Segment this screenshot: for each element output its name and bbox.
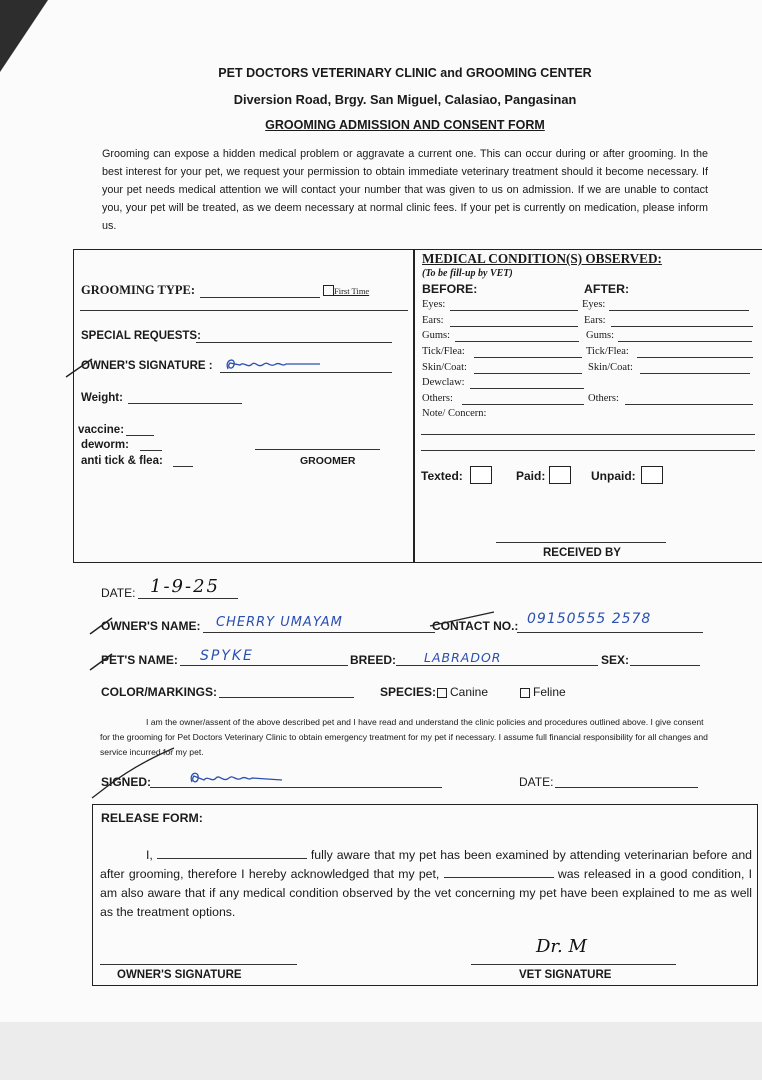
groomer-signature-line[interactable]	[255, 449, 380, 450]
before-gums-field[interactable]	[455, 341, 579, 342]
sex-field[interactable]	[630, 665, 700, 666]
feline-label: Feline	[533, 685, 566, 699]
before-skin-label: Skin/Coat:	[422, 362, 467, 373]
canine-label: Canine	[450, 685, 489, 699]
after-gums-label: Gums:	[586, 330, 615, 341]
paid-label: Paid:	[516, 469, 546, 483]
texted-label: Texted:	[421, 469, 463, 483]
after-skin-label: Skin/Coat:	[588, 362, 633, 373]
after-ears-field[interactable]	[611, 326, 753, 327]
deworm-field[interactable]	[140, 450, 162, 451]
weight-field[interactable]	[128, 403, 242, 404]
grooming-type-label: GROOMING TYPE:	[81, 283, 196, 297]
weight-label: Weight:	[81, 392, 123, 404]
owner-arrow-mark	[64, 355, 94, 379]
release-vet-signature-line[interactable]	[471, 964, 676, 965]
medical-subtitle: (To be fill-up by VET)	[422, 268, 513, 279]
release-text-1: I,	[146, 848, 153, 862]
scan-bottom-margin	[0, 1022, 762, 1080]
owner-name-label: OWNER'S NAME:	[101, 619, 201, 633]
after-eyes-field[interactable]	[609, 310, 749, 311]
groomer-label: GROOMER	[300, 455, 356, 467]
anti-tick-label: anti tick & flea:	[81, 455, 163, 467]
form-title: GROOMING ADMISSION AND CONSENT FORM	[265, 118, 545, 132]
after-skin-field[interactable]	[640, 373, 750, 374]
before-eyes-label: Eyes:	[422, 299, 446, 310]
before-tick-field[interactable]	[474, 357, 582, 358]
vet-signature-value: Dr. M	[536, 936, 587, 957]
texted-checkbox[interactable]	[470, 466, 492, 484]
breed-label: BREED:	[350, 653, 397, 667]
owner-signature-scribble	[222, 355, 332, 377]
before-eyes-field[interactable]	[450, 310, 578, 311]
before-skin-field[interactable]	[474, 373, 582, 374]
pet-name-value: SPYKE	[200, 648, 254, 664]
contact-label: CONTACT NO.:	[432, 619, 519, 633]
after-gums-field[interactable]	[618, 341, 752, 342]
date-field[interactable]	[138, 598, 238, 599]
release-owner-signature-label: OWNER'S SIGNATURE	[117, 969, 242, 981]
after-heading: AFTER:	[584, 282, 630, 296]
contact-value: 09150555 2578	[527, 611, 652, 627]
before-ears-field[interactable]	[450, 326, 578, 327]
color-field[interactable]	[219, 697, 354, 698]
clinic-address: Diversion Road, Brgy. San Miguel, Calasiao, Pangasinan	[233, 92, 577, 107]
clinic-name: PET DOCTORS VETERINARY CLINIC and GROOMING CENTER	[218, 66, 592, 80]
received-by-line[interactable]	[496, 542, 666, 543]
owner-name-mark	[88, 614, 114, 636]
before-others-label: Others:	[422, 393, 453, 404]
deworm-label: deworm:	[81, 439, 129, 451]
after-others-field[interactable]	[625, 404, 753, 405]
vaccine-field[interactable]	[126, 435, 154, 436]
breed-value: LABRADOR	[424, 650, 502, 665]
received-by-label: RECEIVED BY	[543, 547, 621, 559]
species-label: SPECIES:	[380, 685, 437, 699]
first-time-checkbox[interactable]	[323, 285, 334, 296]
before-gums-label: Gums:	[422, 330, 451, 341]
signed-date-field[interactable]	[555, 787, 698, 788]
contact-mark	[428, 608, 498, 630]
owner-signature-label: OWNER'S SIGNATURE :	[81, 360, 213, 372]
after-tick-field[interactable]	[637, 357, 753, 358]
note-line-2[interactable]	[421, 450, 755, 451]
canine-checkbox[interactable]	[437, 688, 447, 698]
species-canine-option[interactable]	[437, 685, 488, 699]
release-text-3: was released in a good condition, I am also aware that if any medical condition observed by the vet concerning my pet have been explained to me as well as the treatment options.	[100, 867, 753, 919]
after-eyes-label: Eyes:	[582, 299, 606, 310]
unpaid-checkbox[interactable]	[641, 466, 663, 484]
paid-checkbox[interactable]	[549, 466, 571, 484]
signed-label: SIGNED:	[101, 775, 152, 789]
signed-scribble	[186, 768, 296, 792]
intro-paragraph: Grooming can expose a hidden medical problem or aggravate a current one. This can occur during or after grooming. In the best interest for your pet, we request your permission to obtain immediate veterinary treatment should it become necessary. If your pet needs medical attention we will contact your number that was given to us on admission. If we are unable to contact you, your pet will be treated, as we deem necessary at normal clinic fees. If your pet is currently on medication, please inform us.	[102, 148, 708, 232]
before-dewclaw-field[interactable]	[470, 388, 584, 389]
sex-label: SEX:	[601, 653, 630, 667]
date-value: 1-9-25	[150, 576, 220, 597]
feline-checkbox[interactable]	[520, 688, 530, 698]
color-label: COLOR/MARKINGS:	[101, 685, 217, 699]
after-ears-label: Ears:	[584, 315, 606, 326]
before-others-field[interactable]	[462, 404, 584, 405]
special-requests-field[interactable]	[196, 342, 392, 343]
before-ears-label: Ears:	[422, 315, 444, 326]
before-heading: BEFORE:	[422, 282, 478, 296]
unpaid-label: Unpaid:	[591, 469, 636, 483]
after-others-label: Others:	[588, 393, 619, 404]
date-label: DATE:	[101, 586, 136, 600]
scan-corner-shadow	[0, 0, 48, 72]
first-time-label: First Time	[334, 286, 370, 296]
release-name-field[interactable]	[157, 847, 307, 859]
note-line-1[interactable]	[421, 434, 755, 435]
pet-name-mark	[88, 650, 114, 672]
release-vet-signature-label: VET SIGNATURE	[519, 969, 612, 981]
anti-tick-field[interactable]	[173, 466, 193, 467]
before-dewclaw-label: Dewclaw:	[422, 377, 465, 388]
contact-field[interactable]	[517, 632, 703, 633]
owner-name-value: CHERRY UMAYAM	[216, 615, 343, 630]
release-owner-signature-line[interactable]	[100, 964, 297, 965]
pet-name-field[interactable]	[180, 665, 348, 666]
release-paragraph	[100, 846, 752, 922]
special-requests-label: SPECIAL REQUESTS:	[81, 330, 201, 342]
release-pet-field[interactable]	[444, 866, 554, 878]
note-concern-label: Note/ Concern:	[422, 408, 487, 419]
release-title: RELEASE FORM:	[101, 811, 203, 825]
breed-field[interactable]	[396, 665, 598, 666]
release-text-2: fully aware that my pet has been examined by attending veterinarian before and after grooming, therefore I hereby acknowledged that my pet,	[100, 848, 753, 881]
consent-paragraph: I am the owner/assent of the above described pet and I have read and understand the clinic policies and procedures outlined above. I give consent for the grooming for Pet Doctors Veterinary Clinic to obtain emergency treatment for my pet if necessary. I assume full financial responsibility for all changes and service incurred for my pet.	[100, 717, 708, 757]
after-tick-label: Tick/Flea:	[586, 346, 629, 357]
grooming-type-field[interactable]	[200, 297, 320, 298]
box-divider	[413, 249, 415, 562]
vaccine-label: vaccine:	[78, 424, 125, 436]
owner-name-field[interactable]	[203, 632, 435, 633]
signed-mark	[88, 746, 178, 802]
before-tick-label: Tick/Flea:	[422, 346, 465, 357]
medical-title: MEDICAL CONDITION(S) OBSERVED:	[422, 251, 662, 266]
signed-date-label: DATE:	[519, 775, 554, 789]
pet-name-label: PET'S NAME:	[101, 653, 178, 667]
grooming-type-extra-line[interactable]	[80, 310, 408, 311]
species-feline-option[interactable]	[520, 685, 566, 699]
